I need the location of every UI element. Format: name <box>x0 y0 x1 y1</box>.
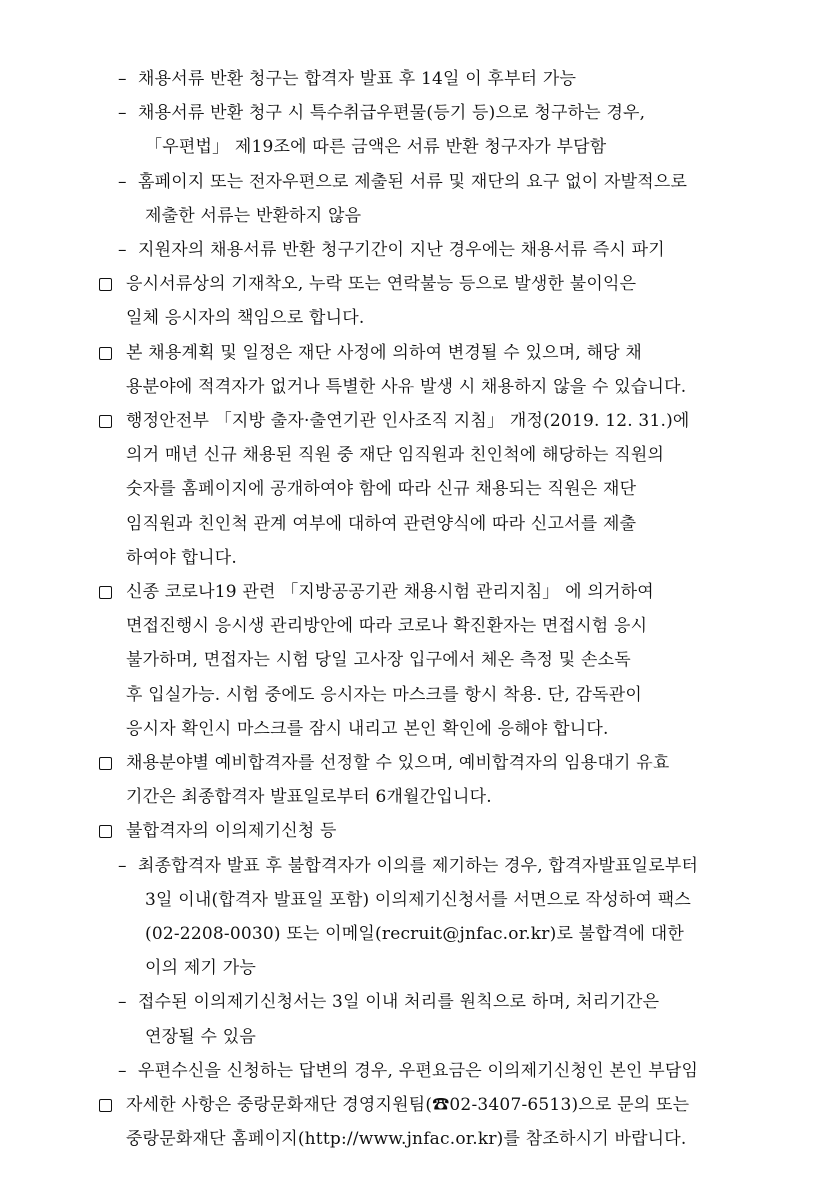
checkbox-bullet-icon <box>99 278 112 291</box>
dash-item-text: 홈페이지 또는 전자우편으로 제출된 서류 및 재단의 요구 없이 자발적으로 <box>138 171 688 192</box>
dash-item-text: 채용서류 반환 청구 시 특수취급우편물(등기 등)으로 청구하는 경우, <box>138 103 646 124</box>
checkbox-bullet-icon <box>99 347 112 360</box>
notice-item-text: 채용분야별 예비합격자를 선정할 수 있으며, 예비합격자의 임용대기 유효 <box>126 753 670 773</box>
notice-item-text: 신종 코로나19 관련 「지방공공기관 채용시험 관리지침」 에 의거하여 <box>126 582 654 602</box>
checkbox-bullet-icon <box>99 757 112 770</box>
notice-item-text: 숫자를 홈페이지에 공개하여야 함에 따라 신규 채용되는 직원은 재단 <box>126 479 637 500</box>
dash-bullet: – <box>118 240 127 260</box>
notice-item-text: 중랑문화재단 홈페이지(http://www.jnfac.or.kr)를 참조하시기 바랍니다. <box>126 1129 687 1150</box>
dash-item-text: 「우편법」 제19조에 따른 금액은 서류 반환 청구자가 부담함 <box>145 137 607 158</box>
dash-bullet: – <box>118 171 127 192</box>
notice-item-text: 일체 응시자의 책임으로 합니다. <box>126 308 365 329</box>
notice-item-text: 하여야 합니다. <box>126 547 237 568</box>
dash-bullet: – <box>118 69 127 89</box>
checkbox-bullet-icon <box>99 586 112 599</box>
notice-item-text: 기간은 최종합격자 발표일로부터 6개월간입니다. <box>126 787 492 808</box>
notice-item-text: 응시서류상의 기재착오, 누락 또는 연락불능 등으로 발생한 불이익은 <box>126 274 637 295</box>
notice-item-text: 의거 매년 신규 채용된 직원 중 재단 임직원과 친인척에 해당하는 직원의 <box>126 445 665 466</box>
checkbox-bullet-icon <box>99 825 112 838</box>
dash-item-text: 최종합격자 발표 후 불합격자가 이의를 제기하는 경우, 합격자발표일로부터 <box>138 855 699 876</box>
checkbox-bullet-icon <box>99 1099 112 1112</box>
dash-bullet: – <box>118 992 127 1013</box>
notice-item-text: 본 채용계획 및 일정은 재단 사정에 의하여 변경될 수 있으며, 해당 채 <box>126 342 643 363</box>
dash-bullet: – <box>118 855 127 876</box>
dash-item-text: 연장될 수 있음 <box>145 1026 256 1047</box>
dash-item-text: 접수된 이의제기신청서는 3일 이내 처리를 원칙으로 하며, 처리기간은 <box>138 992 660 1013</box>
dash-item-text: 지원자의 채용서류 반환 청구기간이 지난 경우에는 채용서류 즉시 파기 <box>138 240 665 260</box>
notice-item-text: 임직원과 친인척 관계 여부에 대하여 관련양식에 따라 신고서를 제출 <box>126 513 637 534</box>
notice-item-text: 후 입실가능. 시험 중에도 응시자는 마스크를 항시 착용. 단, 감독관이 <box>126 684 643 705</box>
notice-item-text: 용분야에 적격자가 없거나 특별한 사유 발생 시 채용하지 않을 수 있습니다. <box>126 376 687 397</box>
dash-item-text: 우편수신을 신청하는 답변의 경우, 우편요금은 이의제기신청인 본인 부담임 <box>138 1060 699 1081</box>
notice-item-text: 불가하며, 면접자는 시험 당일 고사장 입구에서 체온 측정 및 손소독 <box>126 650 631 671</box>
dash-bullet: – <box>118 103 127 124</box>
dash-item-text: 3일 이내(합격자 발표일 포함) 이의제기신청서를 서면으로 작성하여 팩스 <box>145 889 691 910</box>
dash-item-text: (02-2208-0030) 또는 이메일(recruit@jnfac.or.kr)로 불합격에 대한 <box>145 924 685 944</box>
notice-item-text: 불합격자의 이의제기신청 등 <box>126 821 337 842</box>
notice-item-text: 면접진행시 응시생 관리방안에 따라 코로나 확진환자는 면접시험 응시 <box>126 616 648 637</box>
dash-item-text: 채용서류 반환 청구는 합격자 발표 후 14일 이 후부터 가능 <box>138 69 577 89</box>
notice-item-text: 응시자 확인시 마스크를 잠시 내리고 본인 확인에 응해야 합니다. <box>126 718 609 739</box>
notice-item-text: 자세한 사항은 중랑문화재단 경영지원팀(☎02-3407-6513)으로 문의 또는 <box>126 1095 690 1115</box>
dash-bullet: – <box>118 1060 127 1081</box>
checkbox-bullet-icon <box>99 415 112 428</box>
notice-item-text: 행정안전부 「지방 출자·출연기관 인사조직 지침」 개정(2019. 12. 31.)에 <box>126 411 690 431</box>
dash-item-text: 제출한 서류는 반환하지 않음 <box>145 205 362 226</box>
dash-item-text: 이의 제기 가능 <box>145 958 256 979</box>
